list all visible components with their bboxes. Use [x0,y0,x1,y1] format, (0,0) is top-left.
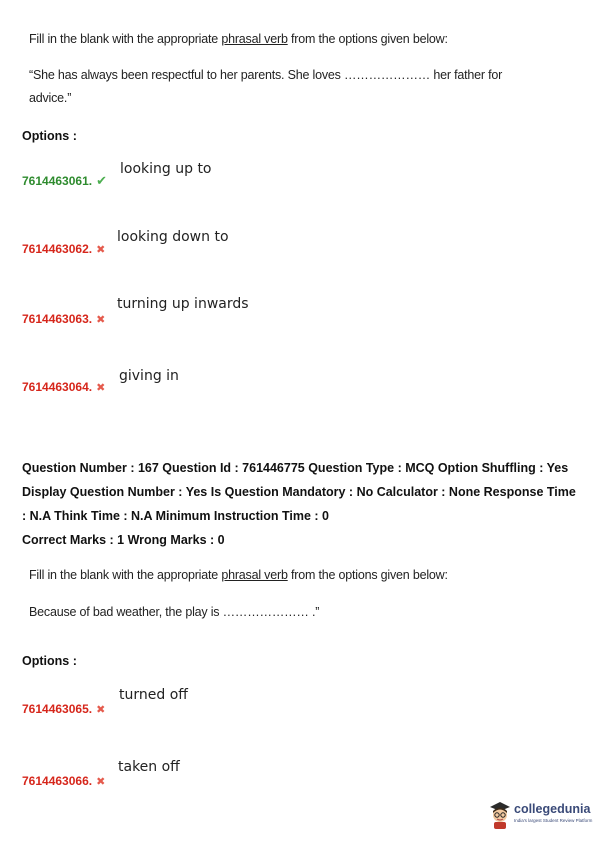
logo-tagline: India's largest Student Review Platform [514,818,593,823]
q2-meta-line2: Display Question Number : Yes Is Question Mandatory : No Calculator : None Response Time [22,485,576,499]
mascot-icon [488,800,512,830]
q2-meta [22,456,582,552]
q1-option-4 [22,378,105,396]
option-id: 7614463066. [22,774,93,788]
q2-option-2 [22,772,105,790]
q1-sentence-line2: advice.” [29,91,72,105]
q2-options-label: Options : [22,654,77,668]
q1-sentence-line1: “She has always been respectful to her parents. She loves ………………… her father for [29,68,503,82]
cross-icon: ✖ [96,704,106,716]
cross-icon: ✖ [96,244,106,256]
option-id: 7614463063. [22,312,93,326]
logo-name: collegedunia [514,802,591,816]
option-text: taken off [118,759,180,775]
option-text: giving in [119,368,179,384]
option-text: turned off [119,687,188,703]
q2-instruction: Fill in the blank with the appropriate phrasal verb from the options given below: [29,568,448,582]
phrasal-verb-term: phrasal verb [221,568,288,582]
q1-option-3 [22,310,105,328]
option-id: 7614463061. [22,174,93,188]
q1-options-label: Options : [22,129,77,143]
cross-icon: ✖ [96,314,106,326]
q2-sentence: Because of bad weather, the play is ………………… .” [29,605,320,619]
option-text: turning up inwards [117,296,249,312]
collegedunia-logo [488,800,593,830]
option-text: looking down to [117,229,229,245]
cross-icon: ✖ [96,382,106,394]
q2-marks: Correct Marks : 1 Wrong Marks : 0 [22,533,225,547]
option-text: looking up to [120,161,212,177]
q1-option-2 [22,240,105,258]
q2-option-1 [22,700,105,718]
cross-icon: ✖ [96,776,106,788]
option-id: 7614463062. [22,242,93,256]
phrasal-verb-term: phrasal verb [221,32,288,46]
q2-meta-line1: Question Number : 167 Question Id : 761446775 Question Type : MCQ Option Shuffling : Yes [22,461,569,475]
q1-option-1 [22,172,107,190]
check-icon: ✔ [96,173,107,188]
q1-instruction: Fill in the blank with the appropriate phrasal verb from the options given below: [29,32,448,46]
q2-meta-line3: : N.A Think Time : N.A Minimum Instruction Time : 0 [22,509,329,523]
option-id: 7614463064. [22,380,93,394]
option-id: 7614463065. [22,702,93,716]
